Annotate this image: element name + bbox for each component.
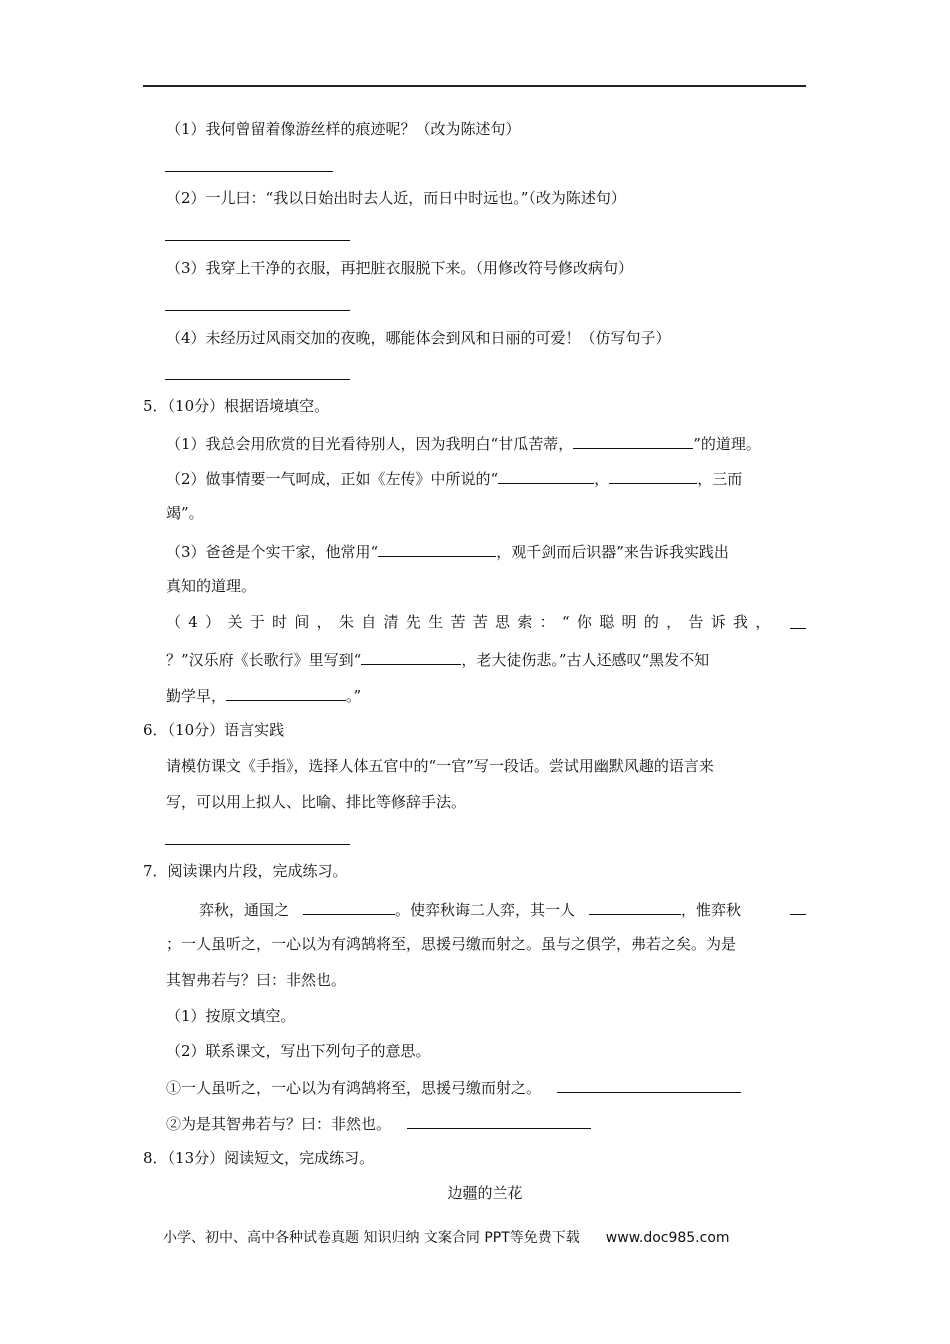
q5-s4-text: （4）关于时间，朱自清先生苦苦思索：“你聪明的，告诉我，	[166, 613, 778, 631]
q7-circle-1	[166, 1076, 741, 1098]
q7-p1-text-a: 弈秋，通国之	[199, 901, 290, 919]
blank-q5-2b[interactable]	[609, 467, 697, 484]
q5-s4-line-3	[166, 684, 361, 706]
q5-heading: 5．（10分）根据语境填空。	[143, 397, 330, 415]
blank-q5-4b[interactable]	[361, 648, 461, 665]
q4-item-4: （4）未经历过风雨交加的夜晚，哪能体会到风和日丽的可爱！（仿写句子）	[166, 329, 671, 347]
q5-s1-end: ”的道理。	[693, 435, 761, 453]
q5-sentence-3	[166, 540, 729, 562]
q5-s2-end: ，三而	[697, 470, 743, 488]
q5-s2-text: （2）做事情要一气呵成，正如《左传》中所说的“	[166, 470, 499, 488]
q5-s4-line-2	[166, 648, 709, 670]
blank-q7-c2[interactable]	[407, 1112, 591, 1129]
answer-line-q4-1	[165, 171, 333, 172]
blank-q7-c1[interactable]	[557, 1076, 741, 1093]
blank-q5-4a[interactable]	[790, 612, 806, 629]
q5-s4-text-d: 勤学早，	[166, 687, 227, 705]
q7-c2-text: ②为是其智弗若与？曰：非然也。	[166, 1115, 392, 1133]
answer-line-q4-4	[165, 379, 350, 380]
q5-s4-text-b: ？”汉乐府《长歌行》里写到“	[166, 651, 362, 669]
answer-line-q4-2	[165, 240, 350, 241]
footer-text: 小学、初中、高中各种试卷真题 知识归纳 文案合同 PPT等免费下载	[163, 1230, 580, 1246]
q6-instruction-2: 写，可以用上拟人、比喻、排比等修辞手法。	[166, 793, 467, 811]
blank-q7-2[interactable]	[589, 898, 681, 915]
answer-line-q6	[165, 844, 350, 845]
q5-s2-continuation: 竭”。	[166, 504, 204, 522]
q7-c1-text: ①一人虽听之，一心以为有鸿鹄将至，思援弓缴而射之。	[166, 1079, 542, 1097]
q4-item-3: （3）我穿上干净的衣服，再把脏衣服脱下来。（用修改符号修改病句）	[166, 259, 634, 277]
q5-s2-comma: ，	[594, 470, 610, 488]
q7-circle-2	[166, 1112, 591, 1134]
q7-passage-line-2: ；一人虽听之，一心以为有鸿鹄将至，思援弓缴而射之。虽与之俱学，弗若之矣。为是	[166, 935, 737, 953]
q4-item-1: （1）我何曾留着像游丝样的痕迹呢？（改为陈述句）	[166, 120, 521, 138]
q5-sentence-2	[166, 467, 742, 489]
q5-s3-text: （3）爸爸是个实干家，他常用“	[166, 543, 379, 561]
blank-q5-4c[interactable]	[226, 684, 346, 701]
footer-url[interactable]: www.doc985.com	[605, 1230, 730, 1246]
q7-sub-1: （1）按原文填空。	[166, 1007, 296, 1025]
q8-heading: 8．（13分）阅读短文，完成练习。	[143, 1149, 375, 1167]
q7-passage-line-3: 其智弗若与？曰：非然也。	[166, 971, 347, 989]
q5-sentence-4	[166, 612, 778, 632]
q7-heading: 7．阅读课内片段，完成练习。	[143, 862, 348, 880]
q4-item-2: （2）一儿曰：“我以日始出时去人近，而日中时远也。”（改为陈述句）	[166, 189, 626, 207]
blank-q5-3[interactable]	[378, 540, 496, 557]
q5-s3-end: ，观千剑而后识器”来告诉我实践出	[496, 543, 729, 561]
blank-q7-3[interactable]	[790, 898, 806, 915]
q5-sentence-1	[166, 432, 761, 454]
q6-heading: 6．（10分）语言实践	[143, 721, 285, 739]
answer-line-q4-3	[165, 310, 350, 311]
q5-s4-text-c: ，老大徒伤悲。”古人还感叹“黑发不知	[461, 651, 710, 669]
q7-p1-text-b: 。使弈秋诲二人弈，其一人	[395, 901, 576, 919]
q5-s3-continuation: 真知的道理。	[166, 577, 257, 595]
blank-q5-2a[interactable]	[498, 467, 594, 484]
passage-title: 边疆的兰花	[447, 1184, 523, 1202]
q7-p1-text-c: ，惟弈秋	[681, 901, 742, 919]
blank-q5-1[interactable]	[573, 432, 693, 449]
header-rule	[143, 85, 806, 87]
q7-passage-line-1	[199, 898, 741, 920]
blank-q7-1[interactable]	[303, 898, 395, 915]
q6-instruction-1: 请模仿课文《手指》，选择人体五官中的“一官”写一段话。尝试用幽默风趣的语言来	[166, 757, 714, 775]
q5-s1-text: （1）我总会用欣赏的目光看待别人，因为我明白“甘瓜苦蒂，	[166, 435, 574, 453]
q5-s4-text-e: 。”	[346, 687, 362, 705]
footer	[163, 1227, 730, 1247]
q7-sub-2: （2）联系课文，写出下列句子的意思。	[166, 1042, 431, 1060]
